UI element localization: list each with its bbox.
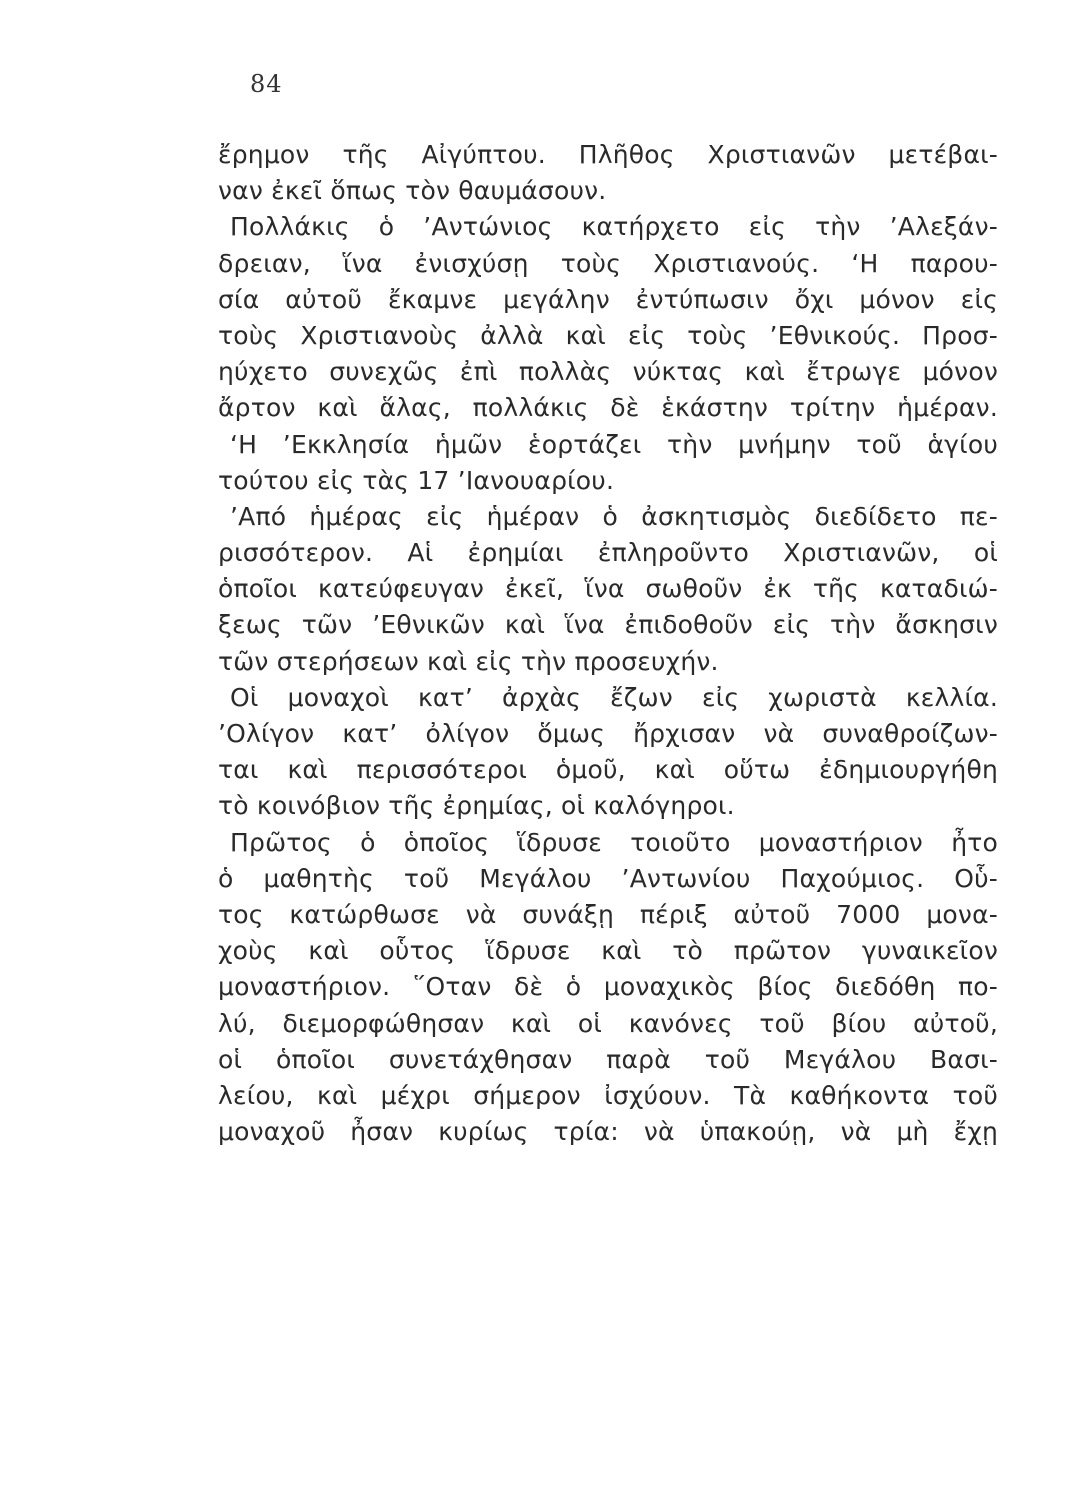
text-line: ἄρτον καὶ ἅλας, πολλάκις δὲ ἑκάστην τρίτην ἡμέραν. xyxy=(218,393,998,423)
text-line: Οἱ μοναχοὶ κατ’ ἀρχὰς ἔζων εἰς χωριστὰ κελλία. xyxy=(230,682,998,712)
text-line: δρειαν, ἵνα ἐνισχύσῃ τοὺς Χριστιανούς. ‘Η παρου- xyxy=(218,248,998,278)
text-line: ξεως τῶν ’Εθνικῶν καὶ ἵνα ἐπιδοθοῦν εἰς τὴν ἄσκησιν xyxy=(218,610,998,640)
text-line: Πρῶτος ὁ ὁποῖος ἵδρυσε τοιοῦτο μοναστήριον ἦτο xyxy=(230,827,998,857)
text-line: χοὺς καὶ οὗτος ἵδρυσε καὶ τὸ πρῶτον γυναικεῖον xyxy=(218,936,998,966)
text-line: μοναχοῦ ἦσαν κυρίως τρία: νὰ ὑπακούῃ, νὰ μὴ ἔχῃ xyxy=(218,1117,998,1147)
text-line: ἔρημον τῆς Αἰγύπτου. Πλῆθος Χριστιανῶν μετέβαι- xyxy=(218,140,998,169)
text-line: τούτου εἰς τὰς 17 ’Ιανουαρίου. xyxy=(218,465,615,495)
text-line: λύ, διεμορφώθησαν καὶ οἱ κανόνες τοῦ βίου αὐτοῦ, xyxy=(218,1008,998,1038)
text-line: ’Ολίγον κατ’ ὀλίγον ὅμως ἤρχισαν νὰ συναθροίζων- xyxy=(218,719,998,748)
text-line: ηύχετο συνεχῶς ἐπὶ πολλὰς νύκτας καὶ ἔτρωγε μόνον xyxy=(218,357,998,387)
text-line: Πολλάκις ὁ ’Αντώνιος κατήρχετο εἰς τὴν ’Αλεξάν- xyxy=(230,212,998,242)
text-line: ὁποῖοι κατεύφευγαν ἐκεῖ, ἵνα σωθοῦν ἐκ τῆς καταδιώ- xyxy=(218,574,998,604)
text-line: τοὺς Χριστιανοὺς ἀλλὰ καὶ εἰς τοὺς ’Εθνικούς. Προσ- xyxy=(218,320,998,350)
body-text xyxy=(218,137,998,1150)
text-line: ‘Η ’Εκκλησία ἡμῶν ἑορτάζει τὴν μνήμην τοῦ ἁγίου xyxy=(230,429,998,459)
text-line: ρισσότερον. Αἱ ἐρημίαι ἐπληροῦντο Χριστιανῶν, οἱ xyxy=(218,538,998,568)
text-line: ναν ἐκεῖ ὅπως τὸν θαυμάσουν. xyxy=(218,176,607,206)
page-number: 84 xyxy=(250,70,283,98)
text-line: οἱ ὁποῖοι συνετάχθησαν παρὰ τοῦ Μεγάλου Βασι- xyxy=(218,1044,998,1074)
text-line: τῶν στερήσεων καὶ εἰς τὴν προσευχήν. xyxy=(218,646,719,676)
text-line: τὸ κοινόβιον τῆς ἐρημίας, οἱ καλόγηροι. xyxy=(218,791,735,821)
text-line: σία αὐτοῦ ἔκαμνε μεγάλην ἐντύπωσιν ὄχι μόνον εἰς xyxy=(218,284,998,314)
text-line: τος κατώρθωσε νὰ συνάξῃ πέριξ αὐτοῦ 7000 μονα- xyxy=(218,899,998,929)
text-line: ται καὶ περισσότεροι ὁμοῦ, καὶ οὕτω ἐδημιουργήθη xyxy=(218,755,998,785)
text-line: μοναστήριον. ῞Οταν δὲ ὁ μοναχικὸς βίος διεδόθη πο- xyxy=(218,972,998,1002)
text-line: λείου, καὶ μέχρι σήμερον ἰσχύουν. Τὰ καθήκοντα τοῦ xyxy=(218,1080,998,1110)
text-line: ὁ μαθητὴς τοῦ Μεγάλου ’Αντωνίου Παχούμιος. Οὗ- xyxy=(218,863,998,893)
text-line: ’Από ἡμέρας εἰς ἡμέραν ὁ ἀσκητισμὸς διεδίδετο πε- xyxy=(230,501,998,531)
